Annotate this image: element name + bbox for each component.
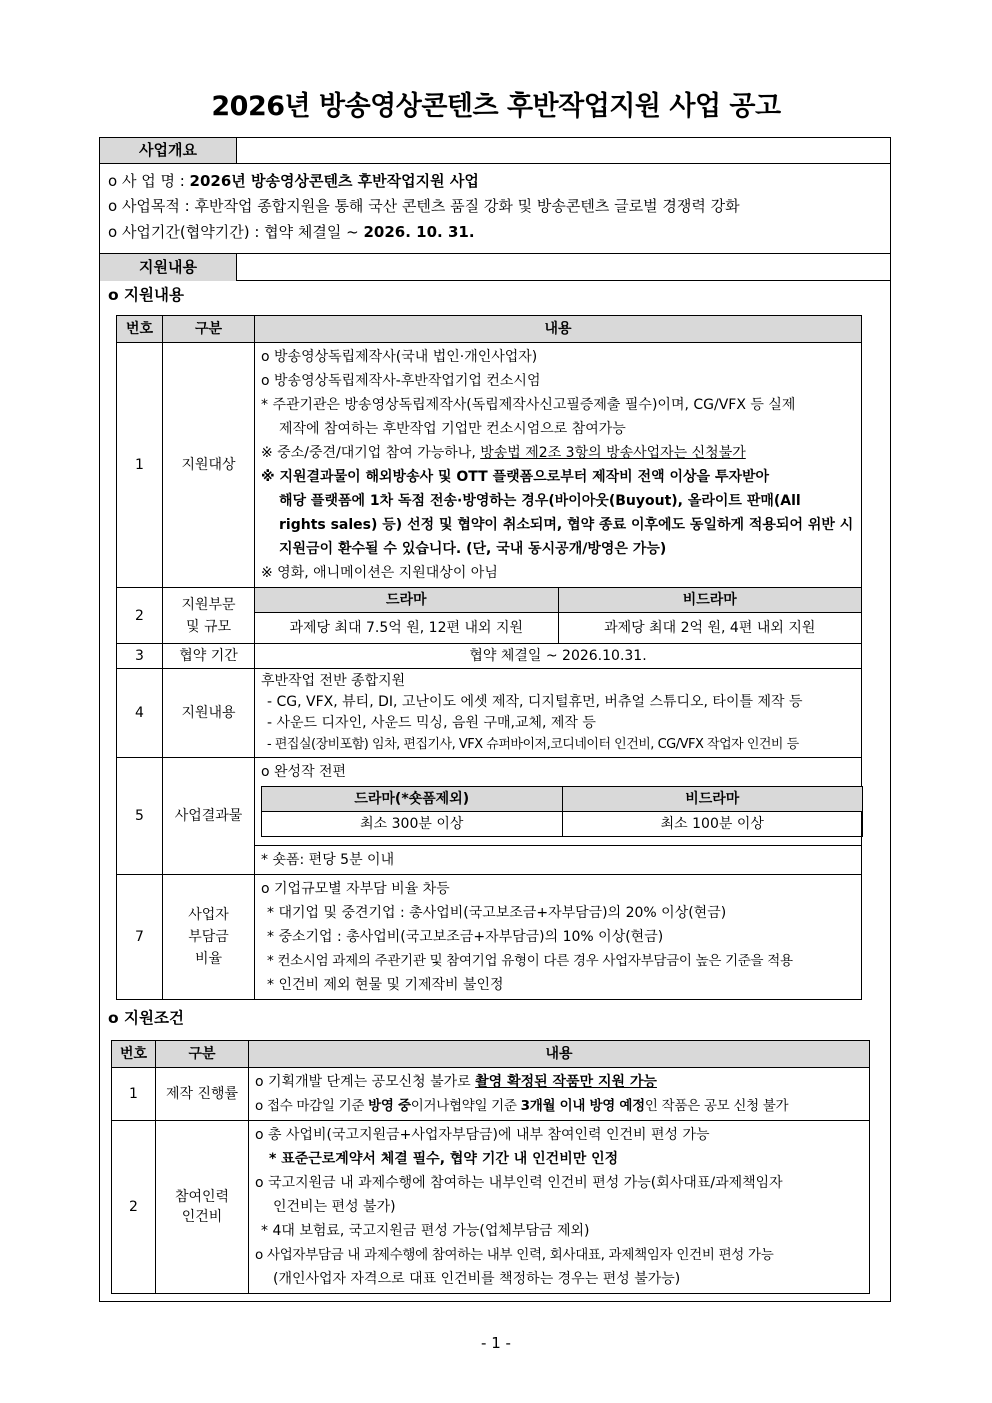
- support-table: [116, 315, 862, 1000]
- row-no: 7: [117, 875, 163, 1000]
- content-line: 제작에 참여하는 후반작업 기업만 컨소시엄으로 참여가능: [279, 421, 626, 437]
- sub-cell: 과제당 최대 2억 원, 4편 내외 지원: [558, 613, 861, 644]
- section-bar-overview: [100, 138, 890, 164]
- content-line: * 대기업 및 중견기업 : 총사업비(국고보조금+자부담금)의 20% 이상(현금): [267, 905, 727, 921]
- row-category: 사업자 부담금 비율: [163, 875, 255, 1000]
- table-row: [112, 1121, 870, 1294]
- content-line: - 사운드 디자인, 사운드 믹싱, 음원 구매,교체, 제작 등: [267, 715, 596, 731]
- content-line: o 완성작 전편: [261, 764, 347, 780]
- content-line: o 기획개발 단계는 공모신청 불가로 촬영 확정된 작품만 지원 가능: [255, 1074, 657, 1090]
- row-category: 지원내용: [163, 669, 255, 758]
- row-no: 1: [112, 1068, 156, 1121]
- row-category: 협약 기간: [163, 644, 255, 669]
- row-no: 3: [117, 644, 163, 669]
- row-no: 1: [117, 343, 163, 588]
- content-line: o 사업자부담금 내 과제수행에 참여하는 내부 인력, 회사대표, 과제책임자 인건비 편성 가능: [255, 1247, 774, 1263]
- content-line: 지원금이 환수될 수 있습니다. (단, 국내 동시공개/방영은 가능): [279, 541, 667, 557]
- content-line: * 숏폼: 편당 5분 이내: [255, 845, 861, 874]
- sub-header: 드라마(*숏폼제외): [262, 787, 563, 812]
- row-content: [249, 1068, 870, 1121]
- content-line: o 방송영상독립제작사-후반작업기업 컨소시엄: [261, 373, 541, 389]
- content-line: * 주관기관은 방송영상독립제작사(독립제작사신고필증제출 필수)이며, CG/VFX 등 실제: [261, 397, 796, 413]
- row-no: 5: [117, 758, 163, 875]
- table-row: [117, 588, 862, 644]
- content-line: 인건비는 편성 불가): [273, 1199, 396, 1215]
- row-content: [255, 669, 862, 758]
- row-content: [255, 343, 862, 588]
- row-category: 지원대상: [163, 343, 255, 588]
- sub-cell: 최소 100분 이상: [562, 812, 863, 837]
- row-category: 지원부문 및 규모: [163, 588, 255, 644]
- content-line: - CG, VFX, 뷰티, DI, 고난이도 에셋 제작, 디지털휴먼, 버츄얼 스튜디오, 타이틀 제작 등: [267, 694, 803, 710]
- content-line: * 인건비 제외 현물 및 기제작비 불인정: [267, 977, 504, 993]
- sub-cell: 과제당 최대 7.5억 원, 12편 내외 지원: [255, 613, 558, 644]
- table-row: [112, 1068, 870, 1121]
- table-row: [117, 644, 862, 669]
- header-no: 번호: [117, 316, 163, 343]
- support-subtitle: o 지원내용: [108, 286, 184, 304]
- content-line: rights sales) 등) 선정 및 협약이 취소되며, 협약 종료 이후에도 동일하게 적용되어 위반 시: [279, 517, 854, 533]
- page-title: 2026년 방송영상콘텐츠 후반작업지원 사업 공고: [211, 91, 781, 122]
- content-line: * 표준근로계약서 체결 필수, 협약 기간 내 인건비만 인정: [269, 1151, 619, 1167]
- sub-cell: 최소 300분 이상: [262, 812, 563, 837]
- row-category: 사업결과물: [163, 758, 255, 875]
- sub-header: 비드라마: [558, 588, 861, 613]
- content-line: ※ 중소/중견/대기업 참여 가능하나, 방송법 제2조 3항의 방송사업자는 신청불가: [261, 445, 746, 461]
- row-no: 2: [117, 588, 163, 644]
- content-line: - 편집실(장비포함) 임차, 편집기사, VFX 슈퍼바이저,코디네이터 인건비, CG/VFX 작업자 인건비 등: [267, 737, 799, 752]
- header-category: 구분: [156, 1041, 249, 1068]
- row-category: 참여인력 인건비: [156, 1121, 249, 1294]
- table-row: [117, 343, 862, 588]
- document-frame: [99, 137, 891, 1302]
- row-content: [255, 875, 862, 1000]
- content-line: ※ 지원결과물이 해외방송사 및 OTT 플랫폼으로부터 제작비 전액 이상을 투자받아: [261, 469, 770, 485]
- header-category: 구분: [163, 316, 255, 343]
- content-line: o 국고지원금 내 과제수행에 참여하는 내부인력 인건비 편성 가능(회사대표/과제책임자: [255, 1175, 783, 1191]
- row-content: 협약 체결일 ~ 2026.10.31.: [255, 644, 862, 669]
- header-content: 내용: [249, 1041, 870, 1068]
- section-label-overview: 사업개요: [100, 138, 237, 163]
- table-row: [117, 758, 862, 875]
- sub-header: 비드라마: [562, 787, 863, 812]
- content-line: * 중소기업 : 총사업비(국고보조금+자부담금)의 10% 이상(현금): [267, 929, 664, 945]
- content-line: o 방송영상독립제작사(국내 법인·개인사업자): [261, 349, 538, 365]
- overview-item-period: o 사업기간(협약기간) : 협약 체결일 ~ 2026. 10. 31.: [108, 223, 475, 241]
- row-no: 4: [117, 669, 163, 758]
- overview-item-purpose: o 사업목적 : 후반작업 종합지원을 통해 국산 콘텐츠 품질 강화 및 방송콘텐츠 글로벌 경쟁력 강화: [108, 197, 740, 215]
- content-line: 후반작업 전반 종합지원: [261, 673, 406, 689]
- sub-header: 드라마: [255, 588, 558, 613]
- row-content: [249, 1121, 870, 1294]
- content-line: * 4대 보험료, 국고지원금 편성 가능(업체부담금 제외): [261, 1223, 590, 1239]
- content-line: * 컨소시엄 과제의 주관기관 및 참여기업 유형이 다른 경우 사업자부담금이 높은 기준을 적용: [267, 953, 793, 969]
- row-content: [255, 588, 862, 644]
- header-no: 번호: [112, 1041, 156, 1068]
- header-content: 내용: [255, 316, 862, 343]
- content-line: o 기업규모별 자부담 비율 차등: [261, 881, 450, 897]
- content-line: ※ 영화, 애니메이션은 지원대상이 아님: [261, 565, 498, 581]
- page-number: - 1 -: [481, 1334, 511, 1352]
- content-line: (개인사업자 자격으로 대표 인건비를 책정하는 경우는 편성 불가능): [273, 1271, 681, 1287]
- conditions-table: [111, 1040, 870, 1294]
- overview-item-name: o 사 업 명 : 2026년 방송영상콘텐츠 후반작업지원 사업: [108, 172, 479, 190]
- conditions-subtitle: o 지원조건: [108, 1009, 184, 1027]
- content-line: o 총 사업비(국고지원금+사업자부담금)에 내부 참여인력 인건비 편성 가능: [255, 1127, 710, 1143]
- content-line: o 접수 마감일 기준 방영 중이거나협약일 기준 3개월 이내 방영 예정인 작품은 공모 신청 불가: [255, 1098, 789, 1114]
- section-label-support: 지원내용: [100, 254, 237, 281]
- table-row: [117, 875, 862, 1000]
- section-bar-support: [100, 253, 890, 281]
- row-no: 2: [112, 1121, 156, 1294]
- row-category: 제작 진행률: [156, 1068, 249, 1121]
- table-row: [117, 669, 862, 758]
- content-line: 해당 플랫폼에 1차 독점 전송·방영하는 경우(바이아웃(Buyout), 올라이트 판매(All: [279, 493, 801, 509]
- row-content: [255, 758, 862, 875]
